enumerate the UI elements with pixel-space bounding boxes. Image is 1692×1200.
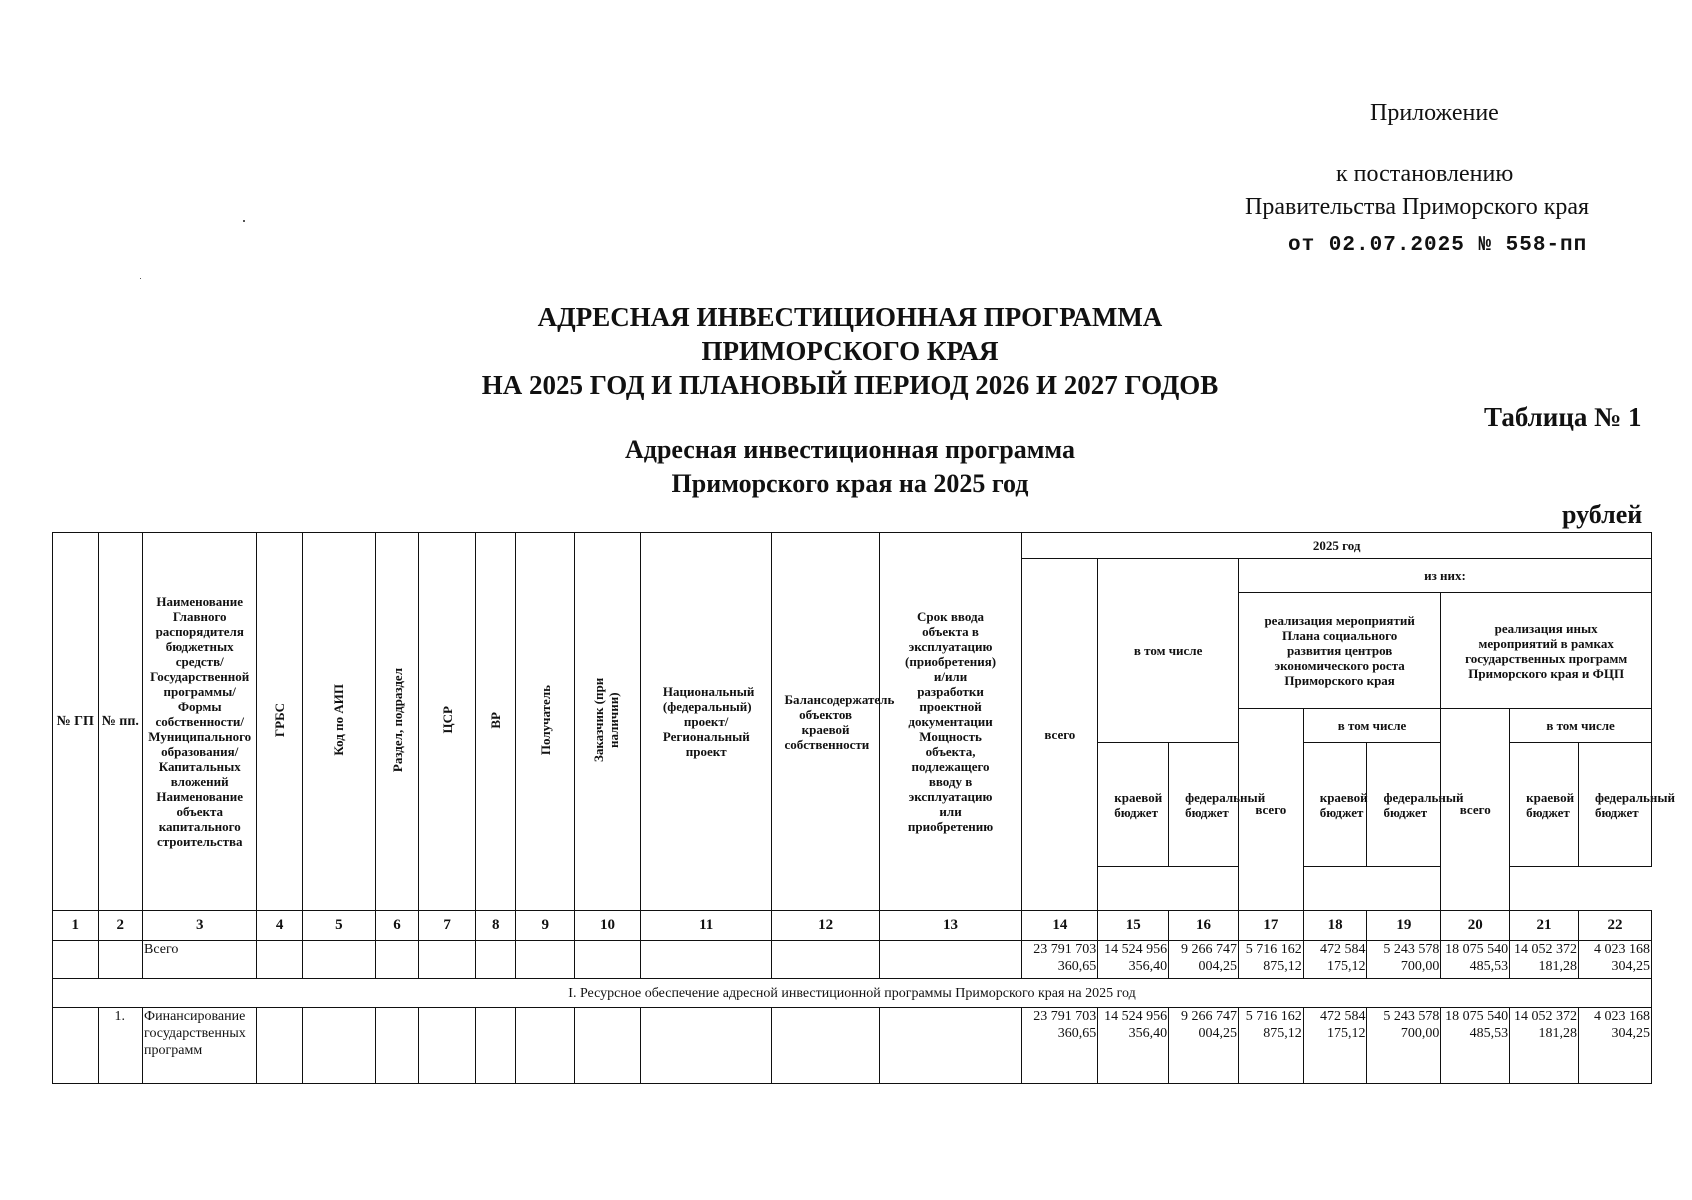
- cell-value: 4 023 168 304,25: [1578, 941, 1651, 979]
- table-row: [53, 1008, 1652, 1084]
- column-number: 7: [419, 911, 476, 941]
- header-federal: федеральный бюджет: [1169, 743, 1239, 867]
- cell-empty: [419, 941, 476, 979]
- header-other-incl: в том числе: [1510, 709, 1652, 743]
- cell-value: 14 052 372 181,28: [1510, 1008, 1579, 1084]
- cell-gp: [53, 1008, 99, 1084]
- scan-speck: [140, 278, 141, 279]
- header-grbs-text: ГРБС: [272, 702, 288, 738]
- header-vr: [475, 533, 515, 911]
- cell-value: 5 243 578 700,00: [1367, 1008, 1441, 1084]
- cell-empty: [516, 941, 575, 979]
- table-label: Таблица № 1: [1484, 402, 1642, 432]
- cell-value: 23 791 703 360,65: [1022, 1008, 1098, 1084]
- header-csr: [419, 533, 476, 911]
- cell-empty: [375, 1008, 419, 1084]
- column-number: 15: [1098, 911, 1169, 941]
- column-number: 17: [1238, 911, 1303, 941]
- cell-empty: [575, 1008, 641, 1084]
- column-number: 11: [640, 911, 772, 941]
- cell-value: 18 075 540 485,53: [1441, 1008, 1510, 1084]
- header-other: реализация иных мероприятий в рамках государственных программ Приморского края и ФЦП: [1441, 593, 1652, 709]
- header-aip: [302, 533, 375, 911]
- header-plan: реализация мероприятий Плана социального развития центров экономического роста Приморского края: [1238, 593, 1440, 709]
- cell-empty: [257, 1008, 303, 1084]
- header-csr-text: ЦСР: [439, 706, 455, 734]
- cell-value: 18 075 540 485,53: [1441, 941, 1510, 979]
- cell-value: 5 716 162 875,12: [1238, 1008, 1303, 1084]
- investment-table: [52, 532, 1676, 1084]
- header-plan-regional: краевой бюджет: [1303, 743, 1367, 867]
- cell-empty: [575, 941, 641, 979]
- doc-title-line1: АДРЕСНАЯ ИНВЕСТИЦИОННАЯ ПРОГРАММА: [537, 302, 1163, 332]
- column-number: 21: [1510, 911, 1579, 941]
- cell-empty: [640, 941, 772, 979]
- cell-pp: 1.: [98, 1008, 143, 1084]
- resolution-stamp: от 02.07.2025 № 558-пп: [1288, 234, 1588, 257]
- header-section-text: Раздел, подраздел: [389, 667, 405, 773]
- header-term: Срок ввода объекта в эксплуатацию (приобретения) и/или разработки проектной документации Мощность объекта, подлежащего вводу в эксплуатацию или приобретению: [879, 533, 1022, 911]
- column-number: 1: [53, 911, 99, 941]
- header-recipient-text: Получатель: [537, 684, 553, 756]
- column-number-row: [53, 911, 1652, 941]
- header-aip-text: Код по АИП: [331, 684, 347, 756]
- table-section-row: [53, 979, 1652, 1008]
- header-pp: № пп.: [98, 533, 143, 911]
- header-plan-total: всего: [1238, 709, 1303, 911]
- column-number: 8: [475, 911, 515, 941]
- column-number: 19: [1367, 911, 1441, 941]
- column-number: 22: [1578, 911, 1651, 941]
- header-other-federal: федеральный бюджет: [1578, 743, 1651, 867]
- cell-value: 9 266 747 004,25: [1169, 1008, 1239, 1084]
- column-number: 12: [772, 911, 879, 941]
- section-title: I. Ресурсное обеспечение адресной инвестиционной программы Приморского края на 2025 год: [53, 979, 1652, 1008]
- cell-empty: [302, 1008, 375, 1084]
- cell-empty: [257, 941, 303, 979]
- header-customer: [575, 533, 641, 911]
- header-plan-federal: федеральный бюджет: [1367, 743, 1441, 867]
- doc-title-line3: НА 2025 ГОД И ПЛАНОВЫЙ ПЕРИОД 2026 И 2027 ГОДОВ: [481, 370, 1219, 400]
- column-number: 20: [1441, 911, 1510, 941]
- cell-empty: [419, 1008, 476, 1084]
- header-project: Национальный (федеральный) проект/ Региональный проект: [640, 533, 772, 911]
- cell-pp: [98, 941, 143, 979]
- header-customer-text: Заказчик (при наличии): [590, 677, 621, 763]
- header-holder: Балансодержатель объектов краевой собственности: [772, 533, 879, 911]
- cell-value: 5 716 162 875,12: [1238, 941, 1303, 979]
- table-title-line2: Приморского края на 2025 год: [671, 469, 1029, 498]
- column-number: 16: [1169, 911, 1239, 941]
- header-other-regional: краевой бюджет: [1510, 743, 1579, 867]
- header-total: всего: [1022, 559, 1098, 911]
- column-number: 2: [98, 911, 143, 941]
- cell-gp: [53, 941, 99, 979]
- scan-speck: [243, 220, 245, 222]
- column-number: 18: [1303, 911, 1367, 941]
- cell-value: 14 524 956 356,40: [1098, 941, 1169, 979]
- cell-value: 5 243 578 700,00: [1367, 941, 1441, 979]
- cell-empty: [475, 941, 515, 979]
- cell-empty: [772, 941, 879, 979]
- cell-value: 472 584 175,12: [1303, 1008, 1367, 1084]
- table-title-line1: Адресная инвестиционная программа: [625, 435, 1075, 464]
- header-grbs: [257, 533, 303, 911]
- cell-empty: [302, 941, 375, 979]
- header-incl: в том числе: [1098, 559, 1239, 743]
- header-of-them: из них:: [1238, 559, 1651, 593]
- appendix-label: Приложение: [1370, 100, 1499, 126]
- header-year: 2025 год: [1022, 533, 1652, 559]
- cell-name: Всего: [143, 941, 257, 979]
- column-number: 14: [1022, 911, 1098, 941]
- cell-value: 9 266 747 004,25: [1169, 941, 1239, 979]
- cell-value: 14 052 372 181,28: [1510, 941, 1579, 979]
- cell-value: 14 524 956 356,40: [1098, 1008, 1169, 1084]
- column-number: 10: [575, 911, 641, 941]
- header-gp: № ГП: [53, 533, 99, 911]
- column-number: 13: [879, 911, 1022, 941]
- cell-empty: [879, 941, 1022, 979]
- column-number: 4: [257, 911, 303, 941]
- header-name: Наименование Главного распорядителя бюджетных средств/Государственной программы/Формы собственности/Муниципального образования/Капитальных вложений Наименование объекта капитального строительства: [143, 533, 257, 911]
- column-number: 9: [516, 911, 575, 941]
- cell-value: 4 023 168 304,25: [1578, 1008, 1651, 1084]
- doc-title-line2: ПРИМОРСКОГО КРАЯ: [701, 336, 999, 366]
- cell-value: 472 584 175,12: [1303, 941, 1367, 979]
- table-row-total: [53, 941, 1652, 979]
- cell-empty: [516, 1008, 575, 1084]
- header-vr-text: ВР: [488, 711, 504, 729]
- column-number: 6: [375, 911, 419, 941]
- header-plan-incl: в том числе: [1303, 709, 1441, 743]
- header-other-total: всего: [1441, 709, 1510, 911]
- cell-empty: [772, 1008, 879, 1084]
- cell-empty: [879, 1008, 1022, 1084]
- cell-value: 23 791 703 360,65: [1022, 941, 1098, 979]
- header-recipient: [516, 533, 575, 911]
- cell-empty: [475, 1008, 515, 1084]
- cell-empty: [640, 1008, 772, 1084]
- column-number: 3: [143, 911, 257, 941]
- units-label: рублей: [1562, 500, 1643, 529]
- resolution-label: к постановлению: [1336, 161, 1514, 187]
- header-section: [375, 533, 419, 911]
- cell-name: Финансирование государственных программ: [143, 1008, 257, 1084]
- header-regional: краевой бюджет: [1098, 743, 1169, 867]
- column-number: 5: [302, 911, 375, 941]
- government-label: Правительства Приморского края: [1245, 194, 1590, 220]
- cell-empty: [375, 941, 419, 979]
